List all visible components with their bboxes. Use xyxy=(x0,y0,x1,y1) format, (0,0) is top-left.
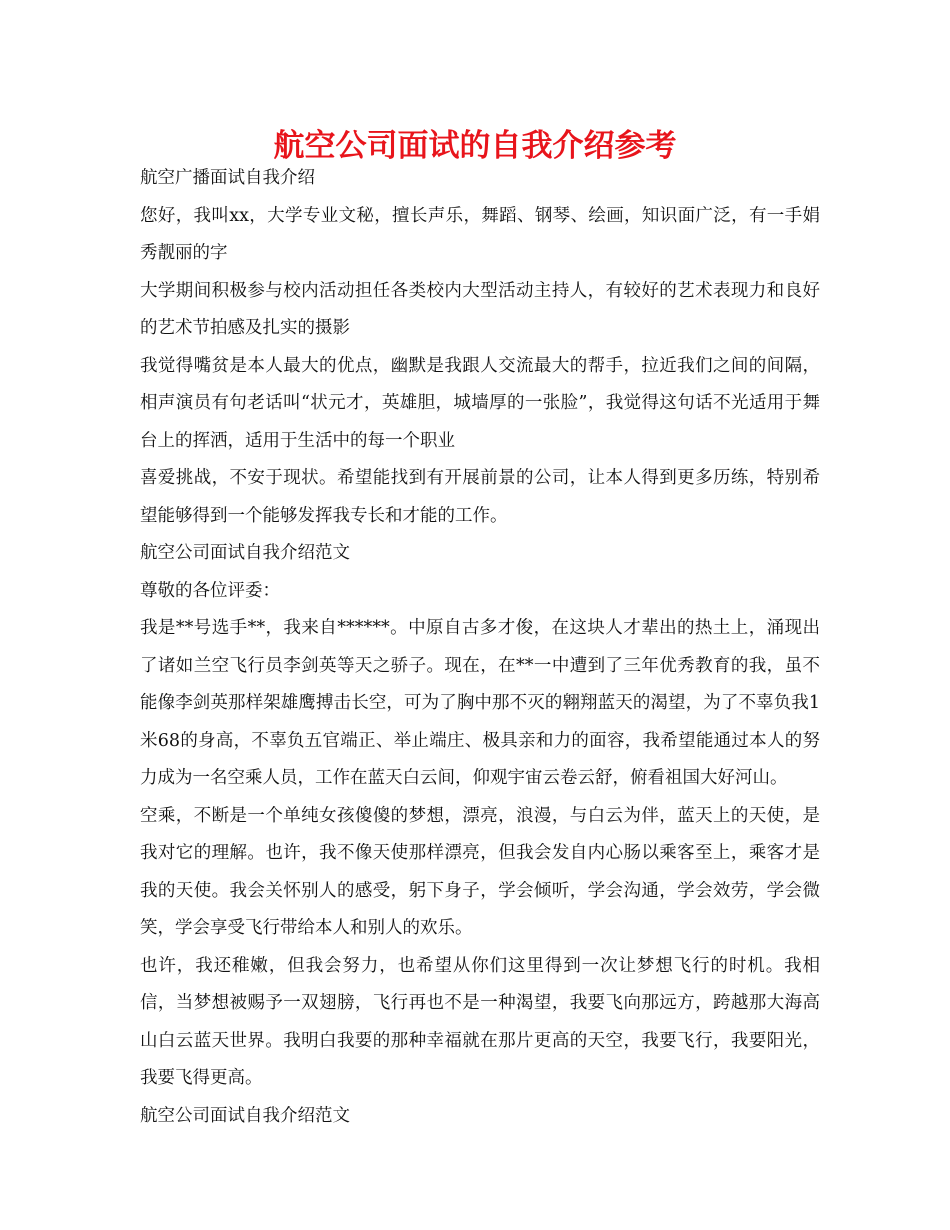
paragraph: 也许，我还稚嫩，但我会努力，也希望从你们这里得到一次让梦想飞行的时机。我相信，当梦想被赐予一双翅膀，飞行再也不是一种渴望，我要飞向那远方，跨越那大海高山白云蓝天世界。我明白我要的那种幸福就在那片更高的天空，我要飞行，我要阳光，我要飞得更高。 xyxy=(140,955,820,1088)
section-heading: 航空公司面试自我介绍范文 xyxy=(140,1105,350,1126)
document-body xyxy=(140,160,820,1135)
paragraph: 大学期间积极参与校内活动担任各类校内大型活动主持人，有较好的艺术表现力和良好的艺术节拍感及扎实的摄影 xyxy=(140,280,820,338)
paragraph: 空乘，不断是一个单纯女孩傻傻的梦想，漂亮，浪漫，与白云为伴，蓝天上的天使，是我对它的理解。也许，我不像天使那样漂亮，但我会发自内心肠以乘客至上，乘客才是我的天使。我会关怀别人的感受，躬下身子，学会倾听，学会沟通，学会效劳，学会微笑，学会享受飞行带给本人和别人的欢乐。 xyxy=(140,805,820,938)
paragraph: 我是**号选手**，我来自******。中原自古多才俊，在这块人才辈出的热土上，涌现出了诸如兰空飞行员李剑英等天之骄子。现在，在**一中遭到了三年优秀教育的我，虽不能像李剑英那样架雄鹰搏击长空，可为了胸中那不灭的翱翔蓝天的渴望，为了不辜负我1米68的身高，不辜负五官端正、举止端庄、极具亲和力的面容，我希望能通过本人的努力成为一名空乘人员，工作在蓝天白云间，仰观宇宙云卷云舒，俯看祖国大好河山。 xyxy=(140,618,820,788)
paragraph: 我觉得嘴贫是本人最大的优点，幽默是我跟人交流最大的帮手，拉近我们之间的间隔，相声演员有句老话叫“状元才，英雄胆，城墙厚的一张脸”，我觉得这句话不光适用于舞台上的挥洒，适用于生活中的每一个职业 xyxy=(140,355,820,451)
section-heading: 航空广播面试自我介绍 xyxy=(140,168,315,188)
paragraph: 您好，我叫xx，大学专业文秘，擅长声乐，舞蹈、钢琴、绘画，知识面广泛，有一手娟秀靓丽的字 xyxy=(140,205,820,263)
document-title: 航空公司面试的自我介绍参考 xyxy=(273,128,677,164)
section-heading: 航空公司面试自我介绍范文 xyxy=(140,543,350,563)
salutation: 尊敬的各位评委： xyxy=(140,580,280,601)
paragraph: 喜爱挑战，不安于现状。希望能找到有开展前景的公司，让本人得到更多历练，特别希望能够得到一个能够发挥我专长和才能的工作。 xyxy=(140,468,820,526)
